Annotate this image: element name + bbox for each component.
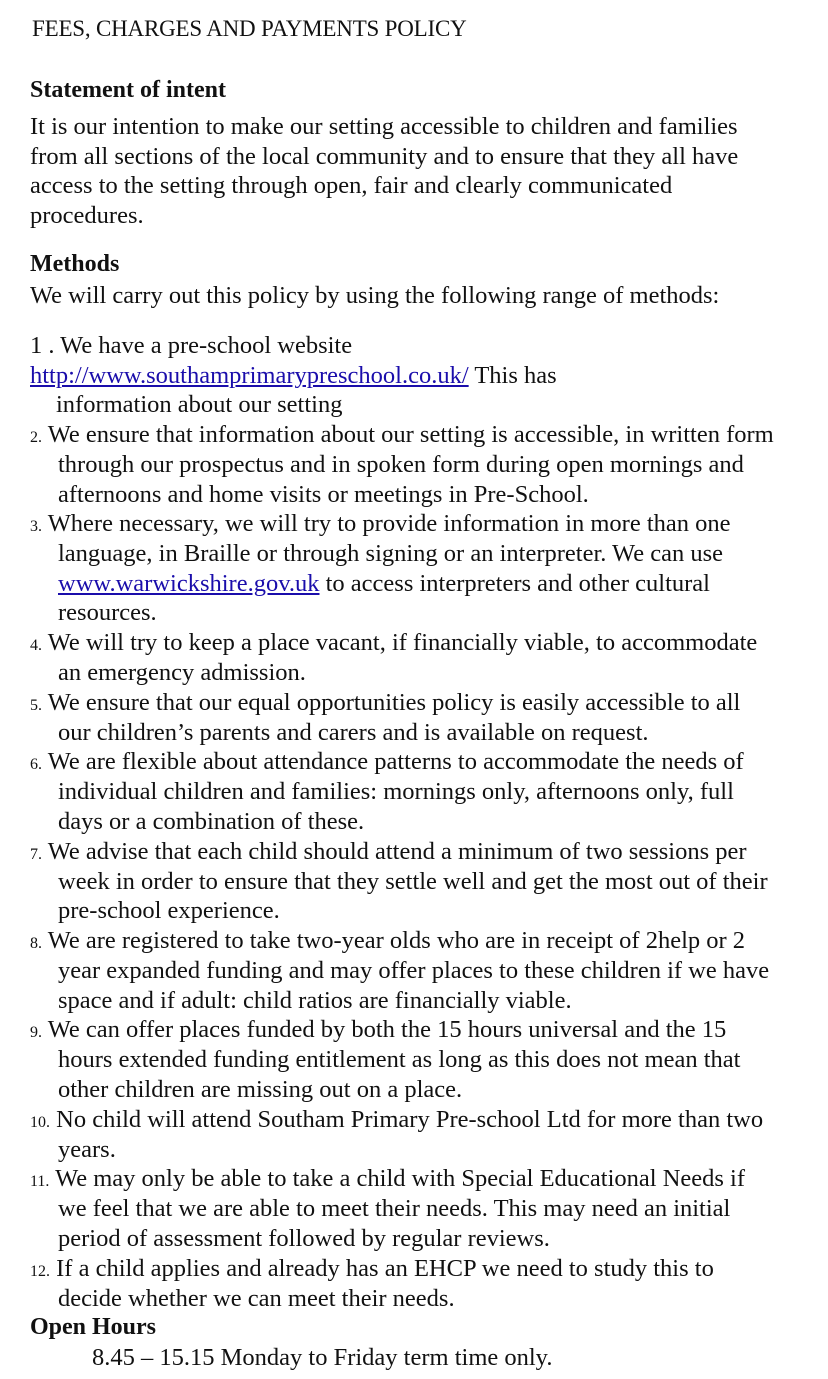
statement-line: from all sections of the local community and to ensure that they all have bbox=[30, 142, 739, 170]
item-number: 2. bbox=[30, 429, 42, 446]
item-line: through our prospectus and in spoken form during open mornings and bbox=[58, 451, 744, 478]
item-line: our children’s parents and carers and is available on request. bbox=[58, 719, 649, 746]
item-number: 7. bbox=[30, 846, 42, 863]
methods-heading: Methods bbox=[30, 251, 120, 277]
item-number: 5. bbox=[30, 697, 42, 714]
item-line: space and if adult: child ratios are financially viable. bbox=[58, 987, 572, 1014]
item-line: No child will attend Southam Primary Pre-school Ltd for more than two bbox=[56, 1106, 764, 1133]
item-line: hours extended funding entitlement as long as this does not mean that bbox=[58, 1046, 741, 1073]
item-line: days or a combination of these. bbox=[58, 808, 365, 835]
item-line: resources. bbox=[58, 599, 157, 626]
item-line: period of assessment followed by regular reviews. bbox=[58, 1225, 550, 1252]
statement-line: procedures. bbox=[30, 202, 144, 230]
open-hours-heading: Open Hours bbox=[30, 1314, 157, 1340]
item-line bbox=[58, 569, 710, 599]
item-line: week in order to ensure that they settle well and get the most out of their bbox=[58, 868, 768, 895]
item-line: If a child applies and already has an EHCP we need to study this to bbox=[56, 1255, 714, 1282]
item-line: We can offer places funded by both the 15 hours universal and the 15 bbox=[47, 1016, 727, 1043]
item-number: 11. bbox=[30, 1173, 50, 1190]
item-text: to access interpreters and other cultural bbox=[319, 570, 710, 597]
item-line: other children are missing out on a place. bbox=[58, 1076, 463, 1103]
item-line: individual children and families: mornings only, afternoons only, full bbox=[58, 778, 734, 805]
method-item-1-line: information about our setting bbox=[56, 391, 343, 418]
item-number: 12. bbox=[30, 1263, 50, 1280]
item-number: 10. bbox=[30, 1114, 50, 1131]
statement-heading: Statement of intent bbox=[30, 77, 226, 103]
item-number: 3. bbox=[30, 518, 42, 535]
item-number: 4. bbox=[30, 637, 42, 654]
warwickshire-link[interactable]: www.warwickshire.gov.uk bbox=[58, 570, 320, 597]
preschool-website-link[interactable]: http://www.southamprimarypreschool.co.uk/ bbox=[30, 362, 469, 389]
item-line: We are flexible about attendance patterns to accommodate the needs of bbox=[47, 748, 744, 775]
item-number: 9. bbox=[30, 1024, 42, 1041]
item-line: language, in Braille or through signing or an interpreter. We can use bbox=[58, 540, 724, 567]
item-line: years. bbox=[58, 1136, 116, 1163]
statement-line: It is our intention to make our setting accessible to children and families bbox=[30, 113, 738, 140]
item-number: 8. bbox=[30, 935, 42, 952]
document-title: FEES, CHARGES AND PAYMENTS POLICY bbox=[32, 16, 467, 41]
item-number: 6. bbox=[30, 756, 42, 773]
method-item-1-link-line bbox=[30, 361, 557, 391]
item-line: Where necessary, we will try to provide information in more than one bbox=[47, 510, 731, 537]
item-line: We will try to keep a place vacant, if financially viable, to accommodate bbox=[47, 629, 758, 656]
open-hours-text: 8.45 – 15.15 Monday to Friday term time only. bbox=[92, 1344, 553, 1371]
statement-line: access to the setting through open, fair and clearly communicated bbox=[30, 172, 673, 200]
method-item-1-text: This has bbox=[468, 362, 557, 389]
item-line: year expanded funding and may offer places to these children if we have bbox=[58, 957, 770, 984]
item-line: pre-school experience. bbox=[58, 897, 280, 924]
method-item-1-line: 1 . We have a pre-school website bbox=[30, 332, 353, 359]
item-line: We are registered to take two-year olds who are in receipt of 2help or 2 bbox=[47, 927, 746, 954]
item-line: We may only be able to take a child with Special Educational Needs if bbox=[55, 1165, 746, 1192]
item-line: We ensure that our equal opportunities policy is easily accessible to all bbox=[47, 689, 741, 716]
item-line: we feel that we are able to meet their needs. This may need an initial bbox=[58, 1195, 731, 1222]
item-line: afternoons and home visits or meetings in Pre-School. bbox=[58, 481, 589, 508]
statement-text bbox=[30, 112, 738, 231]
methods-intro: We will carry out this policy by using the following range of methods: bbox=[30, 282, 720, 309]
item-line: an emergency admission. bbox=[58, 659, 306, 686]
item-line: decide whether we can meet their needs. bbox=[58, 1285, 455, 1312]
item-line: We advise that each child should attend a minimum of two sessions per bbox=[47, 838, 747, 865]
item-line: We ensure that information about our setting is accessible, in written form bbox=[47, 421, 774, 448]
